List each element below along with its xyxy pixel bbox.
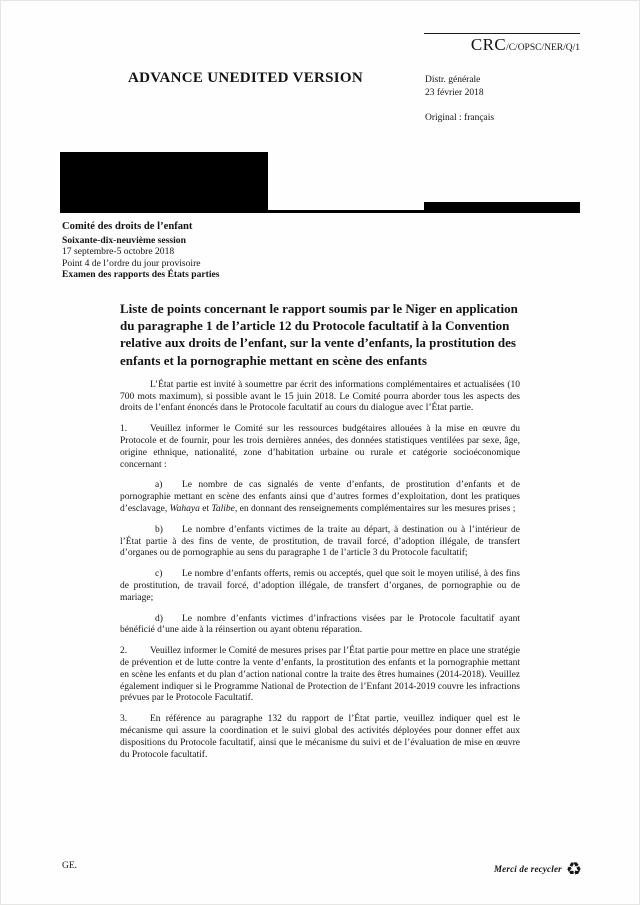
- paragraph-3-text: En référence au paragraphe 132 du rapport de l’État partie, veuillez indiquer quel est le mécanisme qui assure la coordination et le suivi global des activités déployées pour donner effet aux dispositions du Protocole facultatif, ainsi que le mécanisme du suivi et de l’évaluation de mise en œuvre du Protocole facultatif.: [120, 714, 520, 760]
- document-body: [120, 300, 520, 761]
- list-item-c-text: Le nombre d’enfants offerts, remis ou acceptés, quel que soit le moyen utilisé, à des fins de prostitution, de travail forcé, d’adoption illégale, de transfert d’organes, de pornographie ou de mariage;: [120, 569, 520, 603]
- list-item-a-text-3: , en donnant des renseignements complémentaires sur les mesures prises ;: [234, 503, 516, 514]
- paragraph-1-text: Veuillez informer le Comité sur les ressources budgétaires allouées à la mise en œuvre du Protocole et de fournir, pour les trois dernières années, des données statistiques ventilées par sexe, âge, origine ethnique, nationalité, zone d’habitation urbaine ou rurale et catégorie socioéconomique concernant :: [120, 424, 520, 470]
- list-item-a-label: a): [155, 480, 163, 491]
- session-dates: 17 septembre-5 octobre 2018: [62, 246, 175, 258]
- footer-recycle: [494, 860, 582, 878]
- committee-name: Comité des droits de l’enfant: [62, 221, 193, 232]
- redacted-header-block: [60, 152, 268, 210]
- paragraph-2: [120, 646, 520, 705]
- session-number: Soixante-dix-neuvième session: [62, 234, 186, 246]
- list-item-c: [120, 569, 520, 604]
- original-language-line: Original : français: [425, 113, 495, 123]
- italic-term-wahaya: Wahaya: [169, 503, 200, 514]
- list-item-d-label: d): [155, 613, 163, 624]
- list-item-a-text-1: Le nombre de cas signalés de vente d’enfants, de prostitution d’enfants et de pornographie mettant en scène des enfants ainsi que d’autres formes d’exploitation, dont les pratiques d’esclavage,: [120, 480, 520, 514]
- paragraph-1-number: 1.: [120, 424, 128, 435]
- header-thick-rule: [60, 210, 580, 213]
- recycle-text: Merci de recycler: [493, 864, 562, 874]
- list-item-a: [120, 480, 520, 515]
- list-item-a-text-2: et: [199, 503, 212, 514]
- advance-unedited-version-label: ADVANCE UNEDITED VERSION: [128, 70, 364, 86]
- list-item-c-label: c): [155, 569, 163, 580]
- document-symbol-suffix: /C/OPSC/NER/Q/1: [506, 43, 580, 53]
- recycle-icon: ♻: [565, 859, 582, 879]
- paragraph-2-text: Veuillez informer le Comité de mesures prises par l’État partie pour mettre en place une stratégie de prévention et de lutte contre la vente d’enfants, la prostitution des enfants et la pornographie mettant en scène les enfants et du plan d’action national contre la traite des êtres humaines (2014-2018). Veuillez également indiquer si le Programme National de Protection de l’Enfant 2014-2019 couvre les infractions prévues par le Protocole Facultatif.: [120, 646, 520, 704]
- footer-ge-label: GE.: [62, 861, 78, 871]
- paragraph-1: [120, 424, 520, 471]
- document-symbol: [471, 35, 580, 55]
- date-line: 23 février 2018: [425, 87, 484, 98]
- list-item-d-text: Le nombre d’enfants victimes d’infractions visées par le Protocole facultatif ayant bénéficié d’une aide à la réinsertion ou ayant obtenu réparation.: [120, 613, 520, 636]
- paragraph-2-number: 2.: [120, 646, 128, 657]
- agenda-item: Point 4 de l’ordre du jour provisoire: [62, 257, 201, 269]
- document-symbol-prefix: CRC: [470, 35, 507, 54]
- list-item-b: [120, 525, 520, 560]
- distribution-line: Distr. générale: [425, 75, 481, 85]
- document-title: Liste de points concernant le rapport soumis par le Niger en application du paragraphe 1 de l’article 12 du Protocole facultatif à la Convention relative aux droits de l’enfant, sur la vente d’enfants, la prostitution des enfants et la pornographie mettant en scène des enfants: [120, 301, 518, 368]
- list-item-b-text: Le nombre d’enfants victimes de la traite au départ, à destination ou à l’intérieur de l’État partie à des fins de vente, de prostitution, de travail forcé, d’adoption illégale, de transfert d’organes ou de pornographie au sens du paragraphe 1 de l’article 3 du Protocole facultatif;: [120, 524, 520, 559]
- agenda-topic: Examen des rapports des États parties: [62, 269, 220, 281]
- paragraph-3-number: 3.: [120, 714, 128, 725]
- intro-paragraph: L’État partie est invité à soumettre par écrit des informations complémentaires et actualisées (10 700 mots maximum), si possible avant le 15 juin 2018. Le Comité pourra aborder tous les aspects des droits de l’enfant énoncés dans le Protocole facultatif au cours du dialogue avec l’État partie.: [120, 379, 520, 414]
- list-item-d: [120, 614, 520, 638]
- paragraph-3: [120, 714, 520, 761]
- session-block: [62, 221, 220, 281]
- header-thin-rule: [424, 33, 580, 34]
- italic-term-talibe: Talibe: [211, 503, 235, 514]
- list-item-b-label: b): [155, 524, 163, 535]
- distribution-block: [425, 74, 484, 99]
